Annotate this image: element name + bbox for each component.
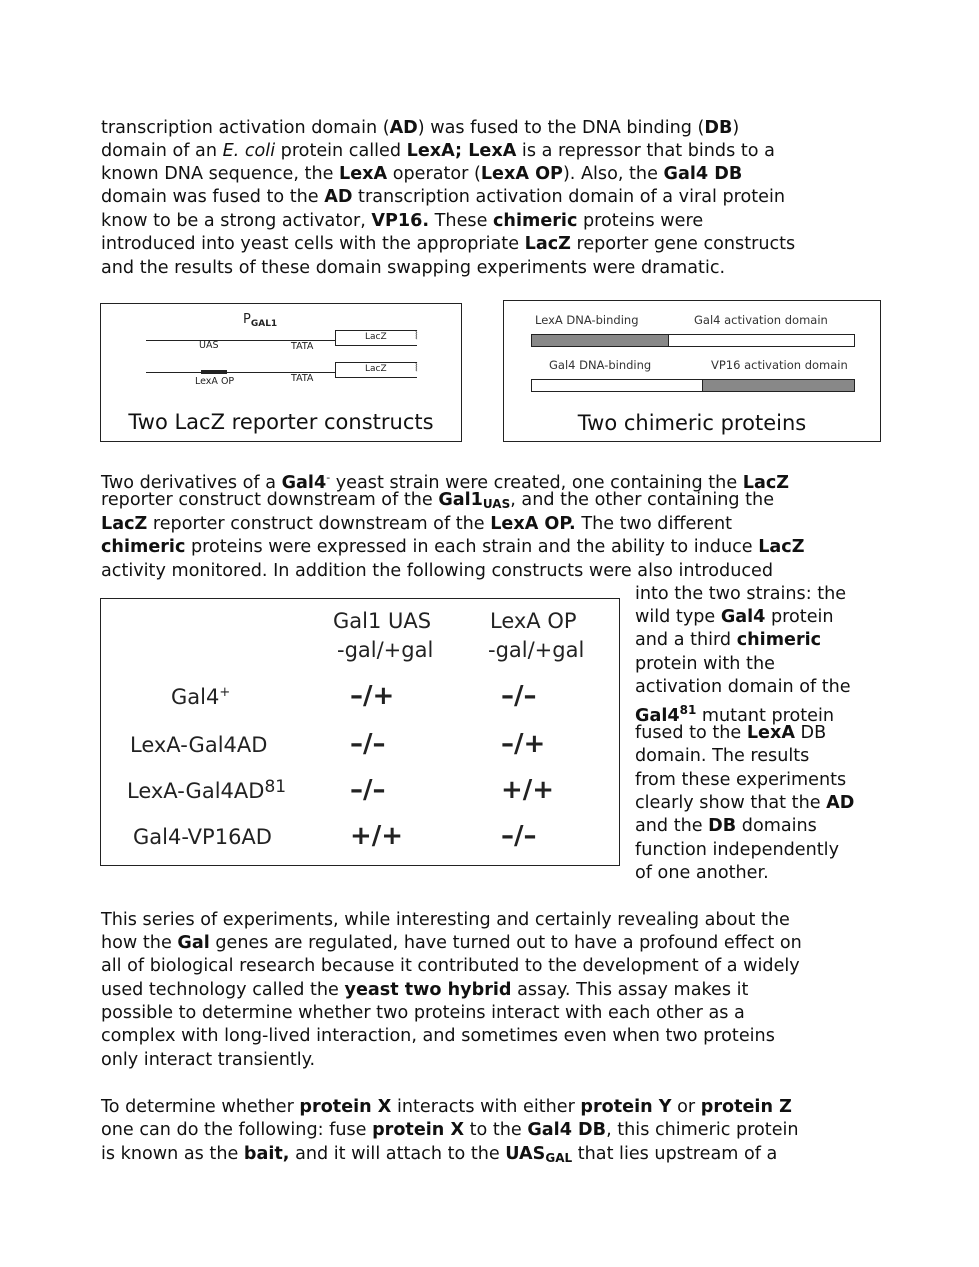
- text-line: function independently: [635, 840, 839, 860]
- text-line: and a third chimeric: [635, 630, 822, 650]
- text-line: reporter construct downstream of the $Gal1_{UAS}$, and the other containing the: [101, 490, 775, 511]
- text-line: and the DB domains: [635, 816, 817, 836]
- text-line: LacZ reporter construct downstream of the LexA OP. The two different: [101, 514, 733, 534]
- result-cell: –/+: [501, 729, 546, 759]
- lexa-op-label: LexA OP: [195, 376, 235, 387]
- text-line: domain. The results: [635, 746, 810, 766]
- row-label: LexA-Gal4AD: [130, 733, 268, 757]
- column-header: LexA OP: [490, 609, 577, 633]
- lexa-db-label: LexA DNA-binding: [535, 313, 639, 327]
- text-line: how the Gal genes are regulated, have turned out to have a profound effect on: [101, 933, 802, 953]
- result-cell: –/+: [350, 681, 395, 711]
- text-line: This series of experiments, while interesting and certainly revealing about the: [101, 910, 790, 930]
- text-line: know to be a strong activator, VP16. These chimeric proteins were: [101, 211, 704, 231]
- result-cell: +/+: [350, 821, 404, 851]
- text-line: $Gal4^{81}$ mutant protein: [635, 703, 835, 726]
- gal4-ad-segment: [669, 334, 855, 347]
- text-line: and the results of these domain swapping experiments were dramatic.: [101, 258, 726, 278]
- text-line: transcription activation domain (AD) was fused to the DNA binding (DB): [101, 118, 740, 138]
- results-table: [100, 598, 620, 866]
- text-line: from these experiments: [635, 770, 847, 790]
- result-cell: –/–: [350, 729, 386, 759]
- uas-label: UAS: [199, 340, 219, 351]
- result-cell: –/–: [501, 821, 537, 851]
- text-line: Two derivatives of a Gal4- yeast strain were created, one containing the LacZ: [101, 471, 790, 493]
- result-cell: –/–: [350, 775, 386, 805]
- text-line: into the two strains: the: [635, 584, 847, 604]
- text-line: of one another.: [635, 863, 769, 883]
- text-line: known DNA sequence, the LexA operator (LexA OP). Also, the Gal4 DB: [101, 164, 743, 184]
- break-icon: ⧙: [415, 328, 418, 343]
- pgal1-label: $P_{GAL1}$: [243, 312, 278, 329]
- text-line: used technology called the yeast two hybrid assay. This assay makes it: [101, 980, 749, 1000]
- gal4-ad-label: Gal4 activation domain: [694, 313, 828, 327]
- lexa-db-segment: [531, 334, 669, 347]
- text-line: domain was fused to the AD transcription activation domain of a viral protein: [101, 187, 786, 207]
- text-line: activation domain of the: [635, 677, 851, 697]
- vp16-ad-label: VP16 activation domain: [711, 358, 848, 372]
- figure-lacz-reporters: [100, 303, 462, 442]
- figure-caption: Two chimeric proteins: [577, 411, 807, 435]
- text-line: To determine whether protein X interacts with either protein Y or protein Z: [101, 1097, 792, 1117]
- tata-label: TATA: [291, 373, 314, 384]
- vp16-ad-segment: [703, 379, 855, 392]
- result-cell: +/+: [501, 775, 555, 805]
- lexa-op-site: [201, 370, 227, 374]
- text-line: is known as the bait, and it will attach to the $UAS_{GAL}$ that lies upstream of a: [101, 1144, 778, 1165]
- break-icon: ⧙: [415, 360, 418, 375]
- column-header: -gal/+gal: [488, 638, 585, 662]
- text-line: introduced into yeast cells with the appropriate LacZ reporter gene constructs: [101, 234, 796, 254]
- text-line: activity monitored. In addition the following constructs were also introduced: [101, 561, 774, 581]
- text-line: clearly show that the AD: [635, 793, 855, 813]
- text-line: fused to the LexA DB: [635, 723, 827, 743]
- column-header: Gal1 UAS: [333, 609, 432, 633]
- text-line: one can do the following: fuse protein X to the Gal4 DB, this chimeric protein: [101, 1120, 799, 1140]
- result-cell: –/–: [501, 681, 537, 711]
- gal4-db-label: Gal4 DNA-binding: [549, 358, 652, 372]
- text-line: chimeric proteins were expressed in each strain and the ability to induce LacZ: [101, 537, 805, 557]
- text-line: all of biological research because it contributed to the development of a widely: [101, 956, 800, 976]
- text-line: complex with long-lived interaction, and sometimes even when two proteins: [101, 1026, 775, 1046]
- text-line: protein with the: [635, 654, 775, 674]
- text-line: only interact transiently.: [101, 1050, 316, 1070]
- row-label: Gal4-VP16AD: [133, 825, 272, 849]
- text-line: wild type Gal4 protein: [635, 607, 834, 627]
- text-line: domain of an E. coli protein called LexA; LexA is a repressor that binds to a: [101, 141, 775, 161]
- column-header: -gal/+gal: [337, 638, 434, 662]
- lacz-label: LacZ: [365, 364, 387, 374]
- lacz-label: LacZ: [365, 332, 387, 342]
- tata-label: TATA: [291, 341, 314, 352]
- figure-chimeric-proteins: [503, 300, 881, 442]
- row-label: Gal4+: [171, 685, 231, 709]
- gal4-db-segment: [531, 379, 703, 392]
- row-label: LexA-Gal4AD$^{81}$: [127, 777, 287, 803]
- figure-caption: Two LacZ reporter constructs: [128, 410, 434, 434]
- text-line: possible to determine whether two proteins interact with each other as a: [101, 1003, 745, 1023]
